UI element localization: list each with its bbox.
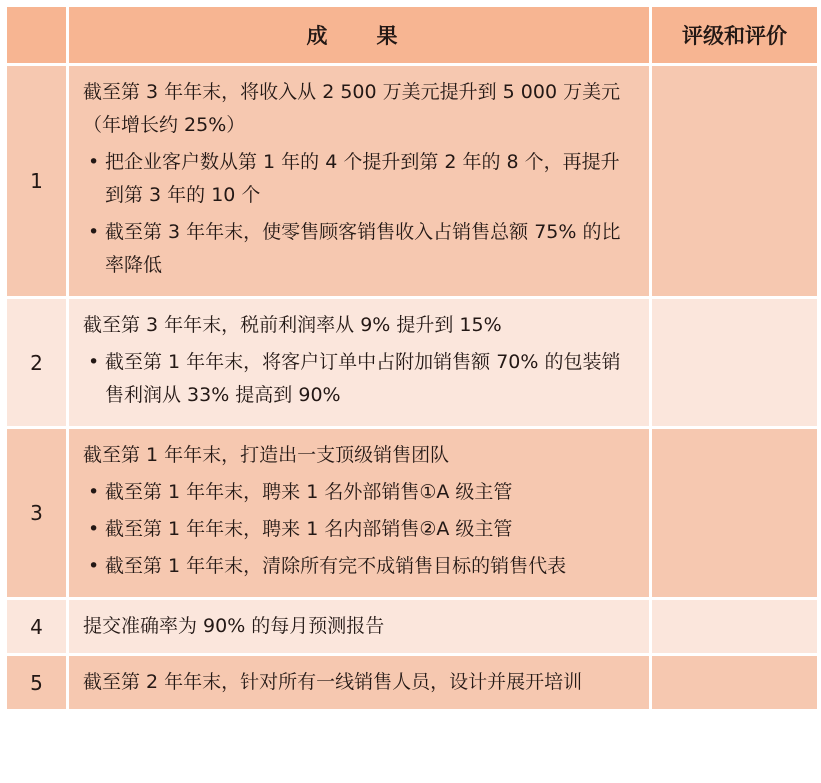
bullet-item xyxy=(83,513,635,546)
bullet-dot-icon: • xyxy=(88,518,100,540)
bullet-item xyxy=(83,216,635,282)
outcome-cell xyxy=(68,599,651,655)
bullet-text: 截至第 1 年年末，将客户订单中占附加销售额 70% 的包装销售利润从 33% 提高到 90% xyxy=(105,351,621,406)
rating-cell[interactable] xyxy=(651,599,819,655)
bullet-item xyxy=(83,146,635,212)
header-blank-cell xyxy=(6,6,68,65)
bullet-dot-icon: • xyxy=(88,151,100,173)
header-row xyxy=(6,6,819,65)
outcomes-table xyxy=(4,4,820,712)
row-number: 5 xyxy=(6,655,68,711)
outcome-cell xyxy=(68,428,651,599)
rating-cell[interactable] xyxy=(651,65,819,298)
outcome-main: 截至第 3 年年末，将收入从 2 500 万美元提升到 5 000 万美元（年增长约 25%） xyxy=(83,81,621,136)
rating-cell[interactable] xyxy=(651,655,819,711)
bullet-item xyxy=(83,550,635,583)
outcome-cell xyxy=(68,655,651,711)
table-row xyxy=(6,428,819,599)
rating-cell[interactable] xyxy=(651,428,819,599)
outcome-bullets xyxy=(83,146,635,282)
outcome-cell xyxy=(68,65,651,298)
row-number: 1 xyxy=(6,65,68,298)
bullet-dot-icon: • xyxy=(88,481,100,503)
table-row xyxy=(6,65,819,298)
bullet-text: 截至第 1 年年末，聘来 1 名外部销售①A 级主管 xyxy=(105,481,513,503)
outcome-bullets xyxy=(83,346,635,412)
bullet-text: 把企业客户数从第 1 年的 4 个提升到第 2 年的 8 个，再提升到第 3 年的 10 个 xyxy=(105,151,620,206)
bullet-dot-icon: • xyxy=(88,555,100,577)
row-number: 2 xyxy=(6,298,68,428)
bullet-dot-icon: • xyxy=(88,351,100,373)
outcome-bullets xyxy=(83,476,635,583)
row-number: 4 xyxy=(6,599,68,655)
rating-cell[interactable] xyxy=(651,298,819,428)
outcome-main: 提交准确率为 90% 的每月预测报告 xyxy=(83,615,385,637)
outcome-cell xyxy=(68,298,651,428)
bullet-text: 截至第 3 年年末，使零售顾客销售收入占销售总额 75% 的比率降低 xyxy=(105,221,621,276)
bullet-text: 截至第 1 年年末，清除所有完不成销售目标的销售代表 xyxy=(105,555,567,577)
bullet-text: 截至第 1 年年末，聘来 1 名内部销售②A 级主管 xyxy=(105,518,513,540)
bullet-item xyxy=(83,476,635,509)
bullet-dot-icon: • xyxy=(88,221,100,243)
table-row xyxy=(6,298,819,428)
bullet-item xyxy=(83,346,635,412)
outcome-main: 截至第 2 年年末，针对所有一线销售人员，设计并展开培训 xyxy=(83,671,583,693)
outcome-header: 成 果 xyxy=(68,6,651,65)
table-row xyxy=(6,599,819,655)
table-row xyxy=(6,655,819,711)
rating-header: 评级和评价 xyxy=(651,6,819,65)
row-number: 3 xyxy=(6,428,68,599)
outcome-main: 截至第 1 年年末，打造出一支顶级销售团队 xyxy=(83,444,450,466)
outcome-main: 截至第 3 年年末，税前利润率从 9% 提升到 15% xyxy=(83,314,502,336)
